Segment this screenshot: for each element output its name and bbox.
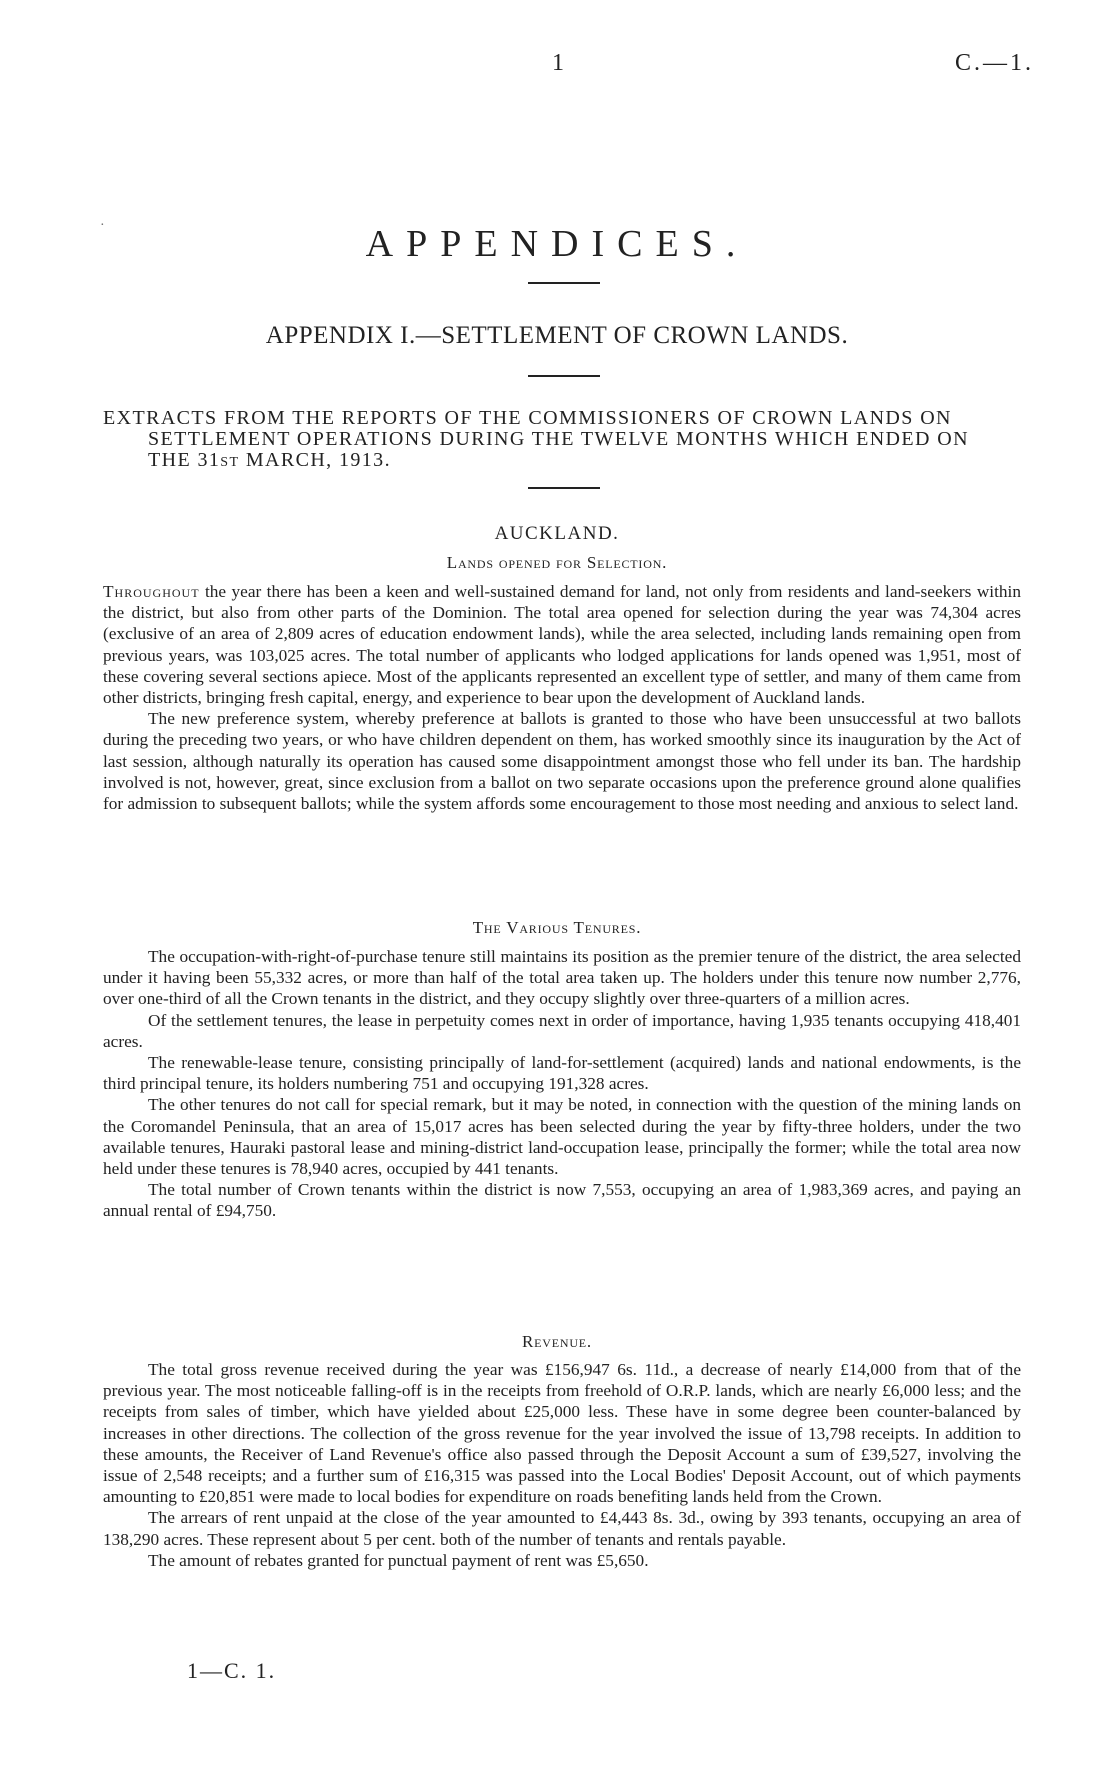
- tenures-paragraph-2: Of the settlement tenures, the lease in perpetuity comes next in order of importance, having 1,935 tenants occupying 418,401 acres.: [103, 1010, 1021, 1051]
- extracts-line-1: EXTRACTS FROM THE REPORTS OF THE COMMISSIONERS OF CROWN LANDS ON: [103, 407, 952, 429]
- title-divider: [528, 282, 600, 284]
- lands-section-body: [103, 581, 1021, 814]
- appendix-title: APPENDIX I.—SETTLEMENT OF CROWN LANDS.: [265, 322, 849, 349]
- extracts-line-3: [103, 450, 1021, 473]
- tenures-paragraph-5: The total number of Crown tenants within the district is now 7,553, occupying an area of 1,983,369 acres, and paying an annual rental of £94,750.: [103, 1180, 1021, 1221]
- extracts-line-3-ordinal: ST: [220, 455, 240, 470]
- extracts-line-3-a: THE 31: [148, 449, 221, 471]
- document-reference: C.—1.: [955, 50, 1035, 76]
- subheading-revenue: Revenue.: [522, 1332, 592, 1351]
- lands-paragraph-1-lead: Throughout: [103, 582, 200, 601]
- page-footer-signature: 1—C. 1.: [187, 1658, 277, 1683]
- appendix-divider: [528, 375, 600, 377]
- tenures-paragraph-4: The other tenures do not call for special remark, but it may be noted, in connection with the question of the mining lands on the Coromandel Peninsula, that an area of 15,017 acres has been selected during the year by fifty-three holders, under the two available tenures, Hauraki pastoral lease and mining-district land-occupation lease, principally the former; while the total area now held under these tenures is 78,940 acres, occupied by 441 tenants.: [103, 1095, 1021, 1179]
- extracts-heading: [103, 408, 1021, 473]
- page-number: 1: [552, 50, 564, 76]
- tenures-section-body: [103, 946, 1021, 1222]
- revenue-paragraph-2: The arrears of rent unpaid at the close of the year amounted to £4,443 8s. 3d., owing by 393 tenants, occupying an area of 138,290 acres. These represent about 5 per cent. both of the number of tenants and rentals payable.: [103, 1508, 1021, 1549]
- tenures-paragraph-3: The renewable-lease tenure, consisting principally of land-for-settlement (acquired) lands and national endowments, is the third principal tenure, its holders numbering 751 and occupying 191,328 acres.: [103, 1053, 1021, 1094]
- tenures-paragraph-1: The occupation-with-right-of-purchase tenure still maintains its position as the premier tenure of the district, the area selected under it having been 55,332 acres, or more than half of the total area taken up. The holders under this tenure now number 2,776, over one-third of all the Crown tenants in the district, and they occupy slightly over three-quarters of a million acres.: [103, 947, 1021, 1009]
- lands-paragraph-1: [103, 581, 1021, 708]
- subheading-tenures: The Various Tenures.: [472, 918, 642, 937]
- revenue-section-body: [103, 1359, 1021, 1571]
- lands-paragraph-2: The new preference system, whereby preference at ballots is granted to those who have been unsuccessful at two ballots during the preceding two years, or who have children dependent on them, has worked smoothly since its inauguration by the Act of last session, although naturally its operation has caused some disappointment amongst those who fell under its ban. The hardship involved is not, however, great, since exclusion from a ballot on two separate occasions upon the preference ground alone qualifies for admission to subsequent ballots; while the system affords some encouragement to those most needing and anxious to select land.: [103, 709, 1021, 814]
- extracts-divider: [528, 487, 600, 489]
- revenue-paragraph-1: The total gross revenue received during the year was £156,947 6s. 11d., a decrease of nearly £14,000 from that of the previous year. The most noticeable falling-off is in the receipts from freehold of O.R.P. lands, which are nearly £6,000 less; and the receipts from sales of timber, which have yielded about £25,000 less. These have in some degree been counter-balanced by increases in other directions. The collection of the gross revenue for the year involved the issue of 13,798 receipts. In addition to these amounts, the Receiver of Land Revenue's office also passed through the Deposit Account a sum of £39,527, involving the issue of 2,548 receipts; and a further sum of £16,315 was passed into the Local Bodies' Deposit Account, out of which payments amounting to £20,851 were made to local bodies for expenditure on roads benefiting lands held from the Crown.: [103, 1360, 1021, 1507]
- section-heading-auckland: AUCKLAND.: [494, 523, 620, 544]
- extracts-line-2: SETTLEMENT OPERATIONS DURING THE TWELVE MONTHS WHICH ENDED ON: [148, 428, 969, 450]
- print-speck: ·: [100, 218, 105, 233]
- extracts-line-3-b: MARCH, 1913.: [239, 449, 391, 471]
- revenue-paragraph-3: The amount of rebates granted for punctual payment of rent was £5,650.: [148, 1550, 649, 1570]
- subheading-lands: Lands opened for Selection.: [446, 553, 668, 572]
- page-title: APPENDICES.: [365, 223, 749, 265]
- lands-paragraph-1-text: the year there has been a keen and well-sustained demand for land, not only from residents and land-seekers within the district, but also from other parts of the Dominion. The total area opened for selection during the year was 74,304 acres (exclusive of an area of 2,809 acres of education endowment lands), while the area selected, including lands remaining open from previous years, was 103,025 acres. The total number of applicants who lodged applications for lands opened was 1,951, most of these covering several sections apiece. Most of the applicants represented an excellent type of settler, and many of them came from other districts, bringing fresh capital, energy, and experience to bear upon the development of Auckland lands.: [103, 582, 1021, 708]
